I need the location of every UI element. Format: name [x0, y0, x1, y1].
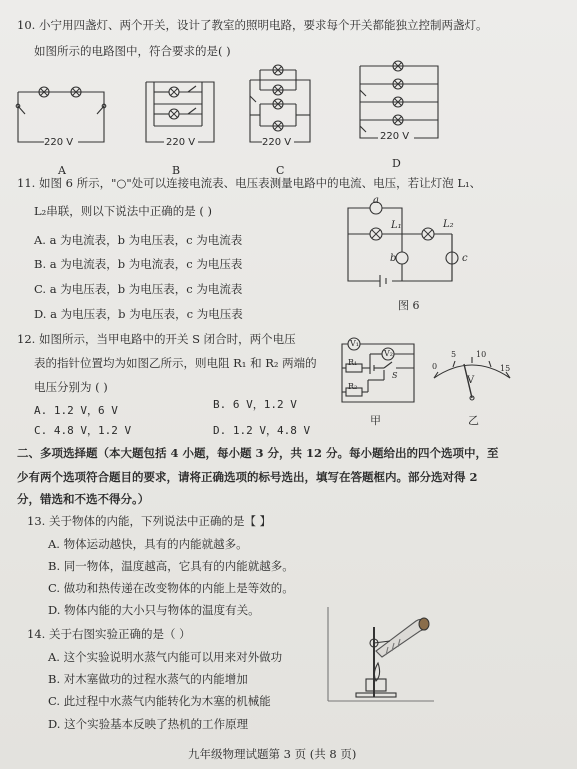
page-footer: 九年级物理试题第 3 页 (共 8 页) [188, 747, 357, 761]
section2-heading-line1: 二、多项选择题（本大题包括 4 小题，每小题 3 分，共 12 分。每小题给出的四个选项中，至 [17, 446, 499, 460]
fig6-label-c: c [462, 253, 468, 264]
circuit-b-voltage: 220 V [166, 137, 196, 148]
figure-yi-caption: 乙 [468, 414, 479, 427]
q13-option-a: A. 物体运动越快，具有的内能就越多。 [48, 537, 248, 551]
circuit-a-voltage: 220 V [44, 137, 74, 148]
section2-heading-line2: 少有两个选项符合题目的要求，请将正确选项的标号选出，填写在答题框内。部分选对得 2 [17, 470, 478, 484]
q12-stem-line2: 表的指针位置均为如图乙所示，则电阻 R₁ 和 R₂ 两端的 [34, 356, 317, 370]
q11-stem-line2: L₂串联，则以下说法中正确的是 ( ) [34, 204, 213, 218]
q11-option-a: A. a 为电流表，b 为电压表，c 为电流表 [34, 233, 243, 247]
circuit-d-voltage: 220 V [380, 131, 410, 142]
jia-label-r1: R₁ [348, 358, 358, 367]
dial-unit-v: V [467, 375, 475, 386]
q11-option-c: C. a 为电压表，b 为电压表，c 为电流表 [34, 282, 243, 296]
dial-tick-5: 5 [451, 350, 457, 359]
figure-6-circuit [340, 196, 470, 296]
dial-tick-15: 15 [500, 364, 511, 373]
q13-option-c: C. 做功和热传递在改变物体的内能上是等效的。 [48, 581, 294, 595]
q14-stem: 14. 关于右图实验正确的是（ ） [27, 627, 191, 641]
jia-label-s: S [392, 371, 398, 380]
fig6-label-a: a [373, 195, 379, 206]
q12-option-d: D. 1.2 V，4.8 V [213, 424, 311, 437]
q10-stem-line1: 10. 小宁用四盏灯、两个开关，设计了教室的照明电路，要求每个开关都能独立控制两盏灯。 [17, 18, 488, 32]
q10-stem-line2: 如图所示的电路图中，符合要求的是( ) [34, 44, 231, 58]
figure-jia-caption: 甲 [370, 414, 381, 427]
figure-6-caption: 图 6 [398, 299, 420, 312]
circuit-b-label: B [172, 164, 181, 177]
q12-option-c: C. 4.8 V，1.2 V [34, 424, 132, 437]
circuit-c-voltage: 220 V [262, 137, 292, 148]
circuit-a-label: A [58, 164, 66, 177]
jia-label-v1: V₁ [350, 339, 359, 348]
jia-label-v2: V₂ [384, 349, 393, 358]
figure-jia-circuit [334, 334, 424, 414]
q14-option-c: C. 此过程中水蒸气内能转化为木塞的机械能 [48, 694, 271, 708]
dial-tick-0: 0 [432, 362, 438, 371]
steam-cork-apparatus-illustration [326, 607, 436, 707]
q14-option-a: A. 这个实验说明水蒸气内能可以用来对外做功 [48, 650, 283, 664]
circuit-d-label: D [392, 157, 401, 170]
q12-option-b: B. 6 V，1.2 V [213, 398, 297, 411]
circuit-c-label: C [276, 164, 285, 177]
dial-tick-10: 10 [476, 350, 487, 359]
q11-option-d: D. a 为电压表，b 为电压表，c 为电压表 [34, 307, 243, 321]
q13-stem: 13. 关于物体的内能，下列说法中正确的是【 】 [27, 514, 272, 528]
q12-stem-line3: 电压分别为 ( ) [34, 380, 108, 394]
section2-heading-line3: 分，错选和不选不得分。） [17, 492, 150, 506]
q14-option-d: D. 这个实验基本反映了热机的工作原理 [48, 717, 249, 731]
fig6-label-b: b [390, 253, 397, 264]
q12-stem-line1: 12. 如图所示，当甲电路中的开关 S 闭合时，两个电压 [17, 332, 296, 346]
q11-stem-line1: 11. 如图 6 所示，"○"处可以连接电流表、电压表测量电路中的电流、电压，若让灯泡 L₁、 [17, 176, 482, 190]
q13-option-d: D. 物体内能的大小只与物体的温度有关。 [48, 603, 260, 617]
q13-option-b: B. 同一物体，温度越高，它具有的内能就越多。 [48, 559, 294, 573]
q14-option-b: B. 对木塞做功的过程水蒸气的内能增加 [48, 672, 248, 686]
jia-label-r2: R₂ [348, 382, 358, 391]
fig6-label-l2: L₂ [443, 219, 454, 230]
q11-option-b: B. a 为电流表，b 为电流表，c 为电压表 [34, 257, 243, 271]
fig6-label-l1: L₁ [391, 220, 402, 231]
q12-option-a: A. 1.2 V，6 V [34, 404, 118, 417]
